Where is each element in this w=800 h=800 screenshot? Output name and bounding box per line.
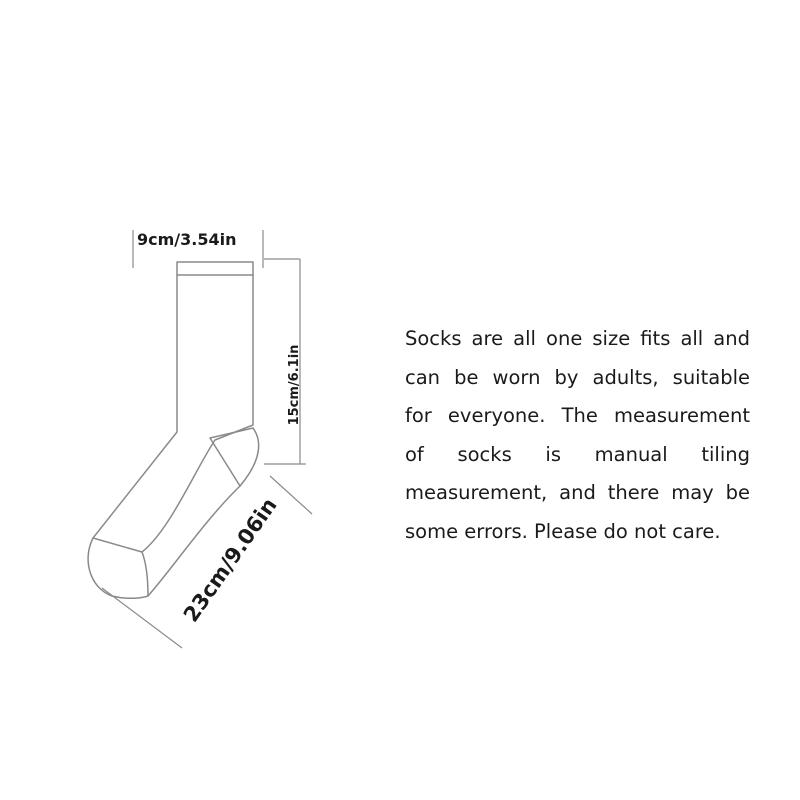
description-line-6: some errors. Please do not care. (405, 519, 721, 543)
foot-length-label: 23cm/9.06in (178, 493, 282, 627)
width-label: 9cm/3.54in (137, 230, 237, 249)
description-line-3: for everyone. The measurement (405, 404, 750, 427)
description-line-5: measurement, and there may be (405, 481, 750, 504)
size-description (405, 320, 750, 551)
description-line-2: can be worn by adults, suitable (405, 365, 750, 389)
leg-height-label: 15cm/6.1in (287, 344, 302, 426)
description-line-4: of socks is manual tiling (405, 442, 750, 466)
description-line-1: Socks are all one size fits all and (405, 327, 750, 350)
